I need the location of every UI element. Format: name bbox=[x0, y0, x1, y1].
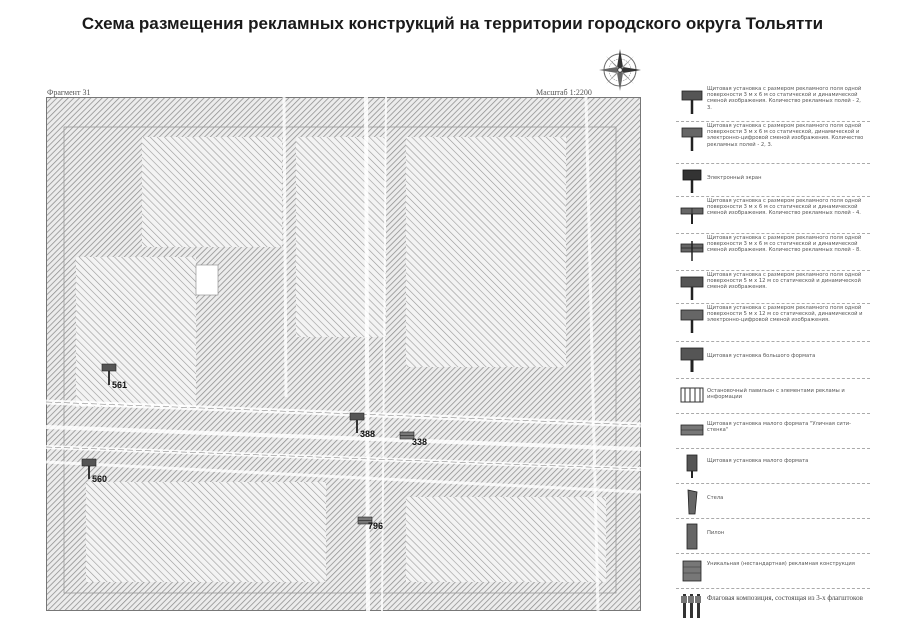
marker-label: 388 bbox=[360, 429, 376, 439]
street bbox=[284, 97, 286, 397]
legend-text: Пилон bbox=[707, 530, 725, 536]
unique-construction-icon bbox=[680, 557, 704, 585]
legend-text: Щитовая установка малого формата "Уличная сити-стенка" bbox=[707, 421, 852, 434]
city-block bbox=[86, 482, 326, 582]
city-block bbox=[406, 497, 606, 582]
billboard-8-fields-icon bbox=[680, 237, 704, 265]
legend-text: Остановочный павильон с элементами рекламы и информации bbox=[707, 388, 845, 401]
legend-item bbox=[676, 198, 870, 232]
legend-text: Щитовая установка большого формата bbox=[707, 353, 816, 359]
legend-item bbox=[676, 235, 870, 269]
marker-label: 560 bbox=[92, 474, 108, 484]
legend-item bbox=[676, 555, 870, 587]
legend-item bbox=[676, 590, 870, 616]
legend-text: Щитовая установка с размером рекламного поля одной поверхности 3 м x 6 м со статической и динамической сменой изображения. Количество рекламных полей - 8. bbox=[707, 235, 862, 254]
legend-item bbox=[676, 305, 870, 339]
marker-label: 796 bbox=[368, 521, 384, 531]
billboard-4-fields-icon bbox=[680, 200, 704, 228]
scale-label: Масштаб 1:2200 bbox=[536, 88, 592, 97]
marker-label: 338 bbox=[412, 437, 428, 447]
legend-text: Флаговая композиция, состоящая из 3-х флагштоков bbox=[707, 594, 863, 602]
street bbox=[366, 97, 368, 611]
pylon-icon bbox=[680, 522, 704, 550]
legend-item bbox=[676, 343, 870, 377]
map-fragment[interactable] bbox=[46, 97, 641, 611]
fragment-label: Фрагмент 31 bbox=[47, 88, 91, 97]
city-block bbox=[296, 137, 386, 337]
building bbox=[196, 265, 218, 295]
large-format-icon bbox=[680, 345, 704, 373]
legend-item bbox=[676, 380, 870, 412]
page-title: Схема размещения рекламных конструкций на территории городского округа Тольятти bbox=[81, 14, 824, 33]
city-block bbox=[406, 137, 566, 367]
city-board-icon bbox=[680, 417, 704, 445]
city-block bbox=[76, 257, 196, 407]
billboard-icon bbox=[680, 88, 704, 116]
legend-item bbox=[676, 450, 870, 482]
supersite-icon bbox=[680, 274, 704, 302]
legend-item bbox=[676, 485, 870, 517]
legend-text: Щитовая установка с размером рекламного поля одной поверхности 5 м x 12 м со статической, динамической и электронно-цифровой сменой изображения. bbox=[707, 305, 863, 324]
supersite-digital-icon bbox=[680, 307, 704, 335]
legend-item bbox=[676, 415, 870, 447]
legend-item bbox=[676, 520, 870, 552]
legend-item bbox=[676, 123, 870, 161]
legend-text: Щитовая установка с размером рекламного поля одной поверхности 3 м x 6 м со статической и динамической сменой изображения. Количество рекламных полей - 2, 3. bbox=[707, 86, 862, 111]
legend-text: Щитовая установка с размером рекламного поля одной поверхности 5 м x 12 м со статической и динамической сменой изображения. bbox=[707, 272, 862, 291]
billboard-digital-icon bbox=[680, 125, 704, 153]
compass-rose-icon bbox=[598, 48, 642, 92]
legend-text: Щитовая установка с размером рекламного поля одной поверхности 3 м x 6 м со статической, динамической и электронно-цифровой сменой изображения. Количество рекламных полей - 2, 3. bbox=[707, 123, 864, 148]
city-block bbox=[142, 137, 282, 247]
bus-stop-pavilion-icon bbox=[680, 382, 704, 410]
small-format-icon bbox=[680, 452, 704, 480]
legend-item bbox=[676, 272, 870, 302]
electronic-screen-icon bbox=[680, 167, 704, 195]
legend-text: Стела bbox=[707, 495, 724, 501]
stele-icon bbox=[680, 487, 704, 515]
legend-text: Щитовая установка с размером рекламного поля одной поверхности 3 м x 6 м со статической и динамической сменой изображения. Количество рекламных полей - 4. bbox=[707, 198, 862, 217]
legend bbox=[676, 86, 870, 616]
legend-text: Уникальная (нестандартная) рекламная конструкция bbox=[707, 561, 855, 567]
flag-composition-icon bbox=[680, 592, 704, 620]
legend-item bbox=[676, 86, 870, 120]
legend-text: Электронный экран bbox=[707, 175, 762, 181]
marker-label: 561 bbox=[112, 380, 128, 390]
legend-item bbox=[676, 165, 870, 195]
legend-text: Щитовая установка малого формата bbox=[707, 458, 809, 464]
